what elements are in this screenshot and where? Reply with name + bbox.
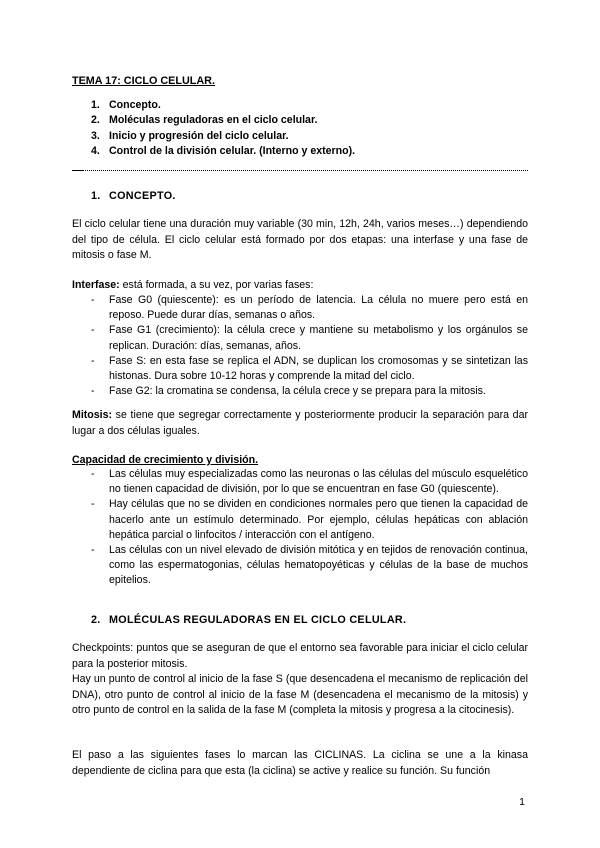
capacidad-list xyxy=(72,467,528,589)
list-item: - Fase G0 (quiescente): es un período de latencia. La célula no muere pero está en reposo. Puede durar días, semanas o años. xyxy=(72,293,528,323)
interfase-list xyxy=(72,293,528,399)
mitosis-label: Mitosis: xyxy=(72,409,113,421)
list-item: - Fase G1 (crecimiento): la célula crece y mantiene su metabolismo y los orgánulos se replican. Duración: días, semanas, años. xyxy=(72,323,528,353)
list-item: - Las células muy especializadas como las neuronas o las células del músculo esquelético no tienen capacidad de división, por lo que se encuentran en fase G0 (quiescente). xyxy=(72,467,528,497)
paragraph-ciclinas: El paso a las siguientes fases lo marcan las CICLINAS. La ciclina se une a la kinasa dependiente de ciclina para que esta (la ciclina) se active y realice su función. Su función xyxy=(72,749,528,777)
page-number: 1 xyxy=(519,796,525,808)
list-item: - Fase G2: la cromatina se condensa, la célula crece y se prepara para la mitosis. xyxy=(72,384,528,399)
interfase-paragraph: Interfase: está formada, a su vez, por varias fases: xyxy=(72,279,314,291)
paragraph-control-points: Hay un punto de control al inicio de la fase S (que desencadena el mecanismo de replicación del DNA), otro punto de control al inicio de la fase M (desencadena el mecanismo de la mitosis) y otro punto de control en la salida de la fase M (completa la mitosis y progresa a la citocinesis). xyxy=(72,673,528,717)
list-item: - Hay células que no se dividen en condiciones normales pero que tienen la capacidad de hacerlo ante un estímulo determinado. Por ejemplo, células hepáticas con ablación hepática parcial o linfocitos / interacción con el antígeno. xyxy=(72,497,528,543)
toc-item: 4. Control de la división celular. (Interno y externo). xyxy=(91,145,356,158)
toc-item: 2. Moléculas reguladoras en el ciclo celular. xyxy=(91,114,318,127)
table-of-contents xyxy=(72,98,528,160)
section-heading-moleculas: 2. MOLÉCULAS REGULADORAS EN EL CICLO CELULAR. xyxy=(91,614,407,626)
section-heading-concepto: 1. CONCEPTO. xyxy=(91,190,176,202)
paragraph-intro: El ciclo celular tiene una duración muy variable (30 min, 12h, 24h, varios meses…) dependiendo del tipo de célula. El ciclo celular está formado por dos etapas: una interfase y una fase de mitosis o fase M. xyxy=(72,218,528,262)
dotted-separator xyxy=(72,166,528,171)
list-item: - Las células con un nivel elevado de división mitótica y en tejidos de renovación continua, como las espermatogonias, células hematopoyéticas y células de la base de muchos epitelios. xyxy=(72,543,528,589)
capacidad-heading: Capacidad de crecimiento y división. xyxy=(72,454,259,466)
paragraph-checkpoints: Checkpoints: puntos que se aseguran de que el entorno sea favorable para iniciar el ciclo celular para la posterior mitosis. xyxy=(72,642,528,670)
interfase-label: Interfase: xyxy=(72,279,120,291)
document-title: TEMA 17: CICLO CELULAR. xyxy=(72,75,215,87)
mitosis-paragraph: Mitosis: se tiene que segregar correctamente y posteriormente producir la separación para dar lugar a dos células iguales. xyxy=(72,409,528,437)
list-item: - Fase S: en esta fase se replica el ADN, se duplican los cromosomas y se sintetizan las histonas. Dura sobre 10-12 horas y comprende la mitad del ciclo. xyxy=(72,354,528,384)
toc-item: 3. Inicio y progresión del ciclo celular. xyxy=(91,129,289,142)
toc-item: 1. Concepto. xyxy=(91,99,161,111)
